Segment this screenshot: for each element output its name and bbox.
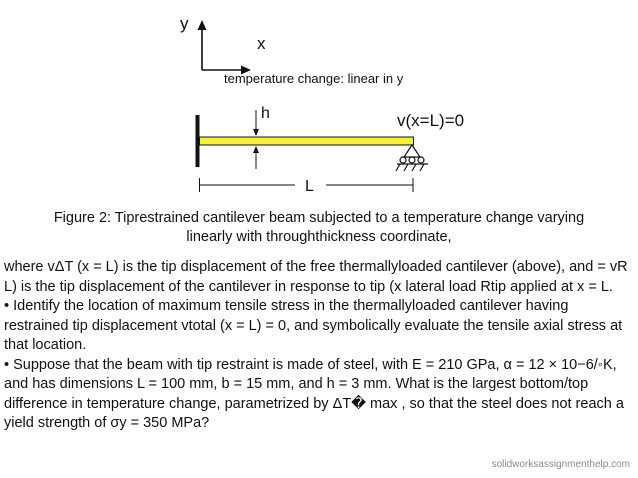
roller-support xyxy=(396,145,428,171)
bullet-steel-beam: • Suppose that the beam with tip restraint is made of steel, with E = 210 GPa, α = 12 × 10−6/◦K, and has dimensions L = 100 mm, b = 15 mm, and h = 3 mm. What is the largest bottom/top difference in temperature change, parametrized by ΔT� max , so that the steel does not reach a yield strength of σy = 350 MPa? xyxy=(4,356,624,431)
paragraph-displacements: where vΔT (x = L) is the tip displacement of the free thermallyloaded cantilever (above), and = vR L) is the tip displacement of the cantilever in response to tip (x lateral load Rtip applied at x = L. xyxy=(4,259,628,295)
tip-condition-label: v(x=L)=0 xyxy=(397,111,465,130)
fixed-wall xyxy=(196,115,200,167)
footer-site: solidworksassignmenthelp.com xyxy=(491,459,630,470)
axis-x-label: x xyxy=(257,34,266,53)
axis-y-label: y xyxy=(180,14,189,33)
problem-text xyxy=(4,258,632,434)
beam xyxy=(200,137,414,145)
caption-line-2: linearly with throughthickness coordinate, xyxy=(186,229,452,245)
figure-caption xyxy=(20,209,618,247)
temperature-label: temperature change: linear in y xyxy=(224,71,404,86)
height-label: h xyxy=(261,105,270,122)
axis-arrows xyxy=(198,20,252,75)
length-label: L xyxy=(305,178,314,195)
bullet-max-stress: • Identify the location of maximum tensile stress in the thermallyloaded cantilever having restrained tip displacement vtotal (x = L) = 0, and symbolically evaluate the tensile axial stress at that location. xyxy=(4,298,623,353)
cantilever-figure xyxy=(0,0,638,205)
caption-line-1: Figure 2: Tiprestrained cantilever beam subjected to a temperature change varying xyxy=(53,210,585,226)
